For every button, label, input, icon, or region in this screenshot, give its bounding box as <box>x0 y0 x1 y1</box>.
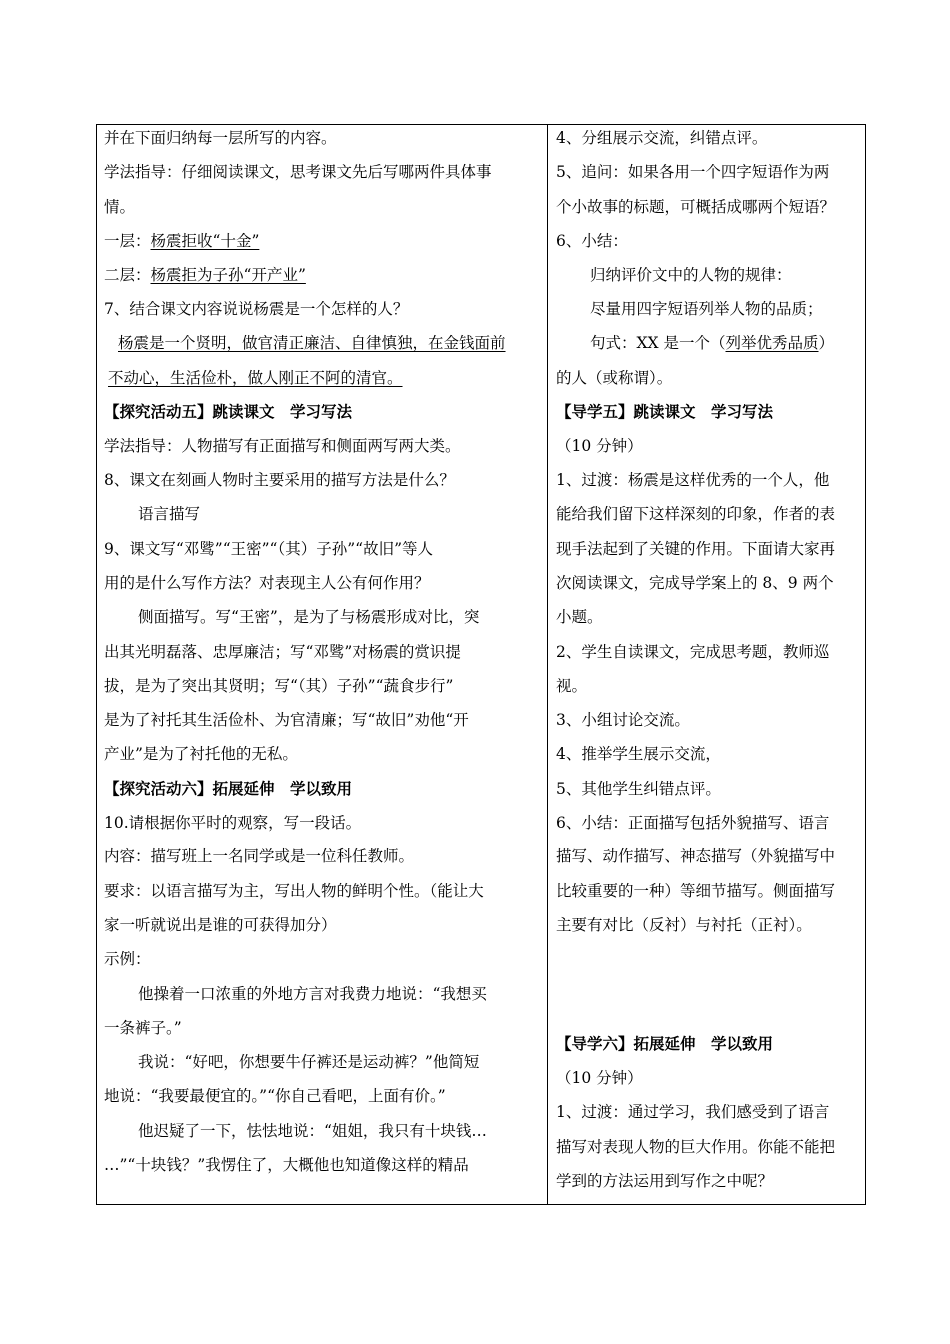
step-line: 描写对表现人物的巨大作用。你能不能把 <box>556 1138 836 1156</box>
example-text: 一条裤子。” <box>104 1019 182 1037</box>
text-line: 要求：以语言描写为主，写出人物的鲜明个性。（能让大 <box>104 882 484 900</box>
question-7: 7、结合课文内容说说杨震是一个怎样的人？ <box>104 300 409 318</box>
question-8: 8、课文在刻画人物时主要采用的描写方法是什么？ <box>104 471 455 489</box>
question-9: 9、课文写“邓骘”“王密”“（其）子孙”“故旧”等人 <box>104 540 434 558</box>
step-line: 2、学生自读课文，完成思考题，教师巡 <box>556 643 830 661</box>
text-line: 出其光明磊落、忠厚廉洁；写“邓骘”对杨震的赏识提 <box>104 643 461 661</box>
example-text: …”“十块钱？”我愣住了，大概他也知道像这样的精品 <box>104 1156 469 1174</box>
step-line: 6、小结：正面描写包括外貌描写、语言 <box>556 814 830 832</box>
layer-one-label: 一层： <box>104 232 151 250</box>
sentence-pattern <box>590 333 834 353</box>
step-line: 4、分组展示交流，纠错点评。 <box>556 129 768 147</box>
text-line: 情。 <box>104 198 136 216</box>
step-line: 学到的方法运用到写作之中呢？ <box>556 1172 774 1190</box>
text-line: 家一听就说出是谁的可获得加分） <box>104 916 337 934</box>
text-line: 并在下面归纳每一层所写的内容。 <box>104 129 337 147</box>
layer-two-answer: 杨震拒为子孙“开产业” <box>150 266 306 284</box>
step-line: 1、过渡：通过学习，我们感受到了语言 <box>556 1103 830 1121</box>
guide-5-duration: （10 分钟） <box>556 437 643 455</box>
step-line: 个小故事的标题，可概括成哪两个短语？ <box>556 198 836 216</box>
step-line: 现手法起到了关键的作用。下面请大家再 <box>556 540 836 558</box>
answer-8: 语言描写 <box>138 505 201 523</box>
layer-one-line <box>104 231 259 251</box>
text-line: 内容：描写班上一名同学或是一位科任教师。 <box>104 847 415 865</box>
column-divider <box>547 124 548 1205</box>
step-line: 1、过渡：杨震是这样优秀的一个人，他 <box>556 471 830 489</box>
example-text: 地说：“我要最便宜的。”“你自己看吧，上面有价。” <box>104 1087 446 1105</box>
answer-7-line-2: 不动心，生活俭朴，做人刚正不阿的清官。 <box>108 369 403 387</box>
activity-6-heading: 【探究活动六】拓展延伸 学以致用 <box>104 779 353 798</box>
layer-two-label: 二层： <box>104 266 151 284</box>
text-line: 是为了衬托其生活俭朴、为官清廉；写“故旧”劝他“开 <box>104 711 469 729</box>
text-line: 拔，是为了突出其贤明；写“（其）子孙”“蔬食步行” <box>104 677 454 695</box>
step-line: 主要有对比（反衬）与衬托（正衬）。 <box>556 916 812 934</box>
example-label: 示例： <box>104 950 151 968</box>
text-line: 产业”是为了衬托他的无私。 <box>104 745 298 763</box>
summary-line: 尽量用四字短语列举人物的品质； <box>590 300 823 318</box>
guide-6-duration: （10 分钟） <box>556 1069 643 1087</box>
step-line: 3、小组讨论交流。 <box>556 711 690 729</box>
pattern-blank: 列举优秀品质 <box>725 334 819 352</box>
pattern-suffix: ） <box>818 334 835 352</box>
answer-9: 侧面描写。写“王密”，是为了与杨震形成对比，突 <box>138 608 480 626</box>
step-line: 比较重要的一种）等细节描写。侧面描写 <box>556 882 836 900</box>
question-10: 10.请根据你平时的观察，写一段话。 <box>104 814 362 832</box>
example-text: 他迟疑了一下，怯怯地说：“姐姐，我只有十块钱… <box>138 1122 487 1140</box>
example-text: 我说：“好吧，你想要牛仔裤还是运动裤？”他简短 <box>138 1053 480 1071</box>
guide-6-heading: 【导学六】拓展延伸 学以致用 <box>556 1034 774 1053</box>
layer-one-answer: 杨震拒收“十金” <box>150 232 260 250</box>
example-text: 他操着一口浓重的外地方言对我费力地说：“我想买 <box>138 985 487 1003</box>
step-line: 小题。 <box>556 608 603 626</box>
layer-two-line <box>104 265 306 285</box>
summary-line: 归纳评价文中的人物的规律： <box>590 266 792 284</box>
pattern-prefix: 句式：XX 是一个（ <box>590 334 726 352</box>
answer-7-line-1: 杨震是一个贤明，做官清正廉洁、自律慎独，在金钱面前 <box>118 334 506 352</box>
guide-5-heading: 【导学五】跳读课文 学习写法 <box>556 402 774 421</box>
summary-line: 的人（或称谓）。 <box>556 369 673 387</box>
step-line: 4、推举学生展示交流， <box>556 745 721 763</box>
activity-5-heading: 【探究活动五】跳读课文 学习写法 <box>104 402 353 421</box>
text-line: 学法指导：仔细阅读课文，思考课文先后写哪两件具体事 <box>104 163 492 181</box>
step-line: 6、小结： <box>556 232 628 250</box>
step-line: 视。 <box>556 677 588 695</box>
text-line: 用的是什么写作方法？对表现主人公有何作用？ <box>104 574 430 592</box>
step-line: 能给我们留下这样深刻的印象，作者的表 <box>556 505 836 523</box>
step-line: 次阅读课文，完成导学案上的 8、9 两个 <box>556 574 834 592</box>
step-line: 5、追问：如果各用一个四字短语作为两 <box>556 163 830 181</box>
step-line: 5、其他学生纠错点评。 <box>556 780 721 798</box>
step-line: 描写、动作描写、神态描写（外貌描写中 <box>556 847 836 865</box>
text-line: 学法指导：人物描写有正面描写和侧面两写两大类。 <box>104 437 461 455</box>
